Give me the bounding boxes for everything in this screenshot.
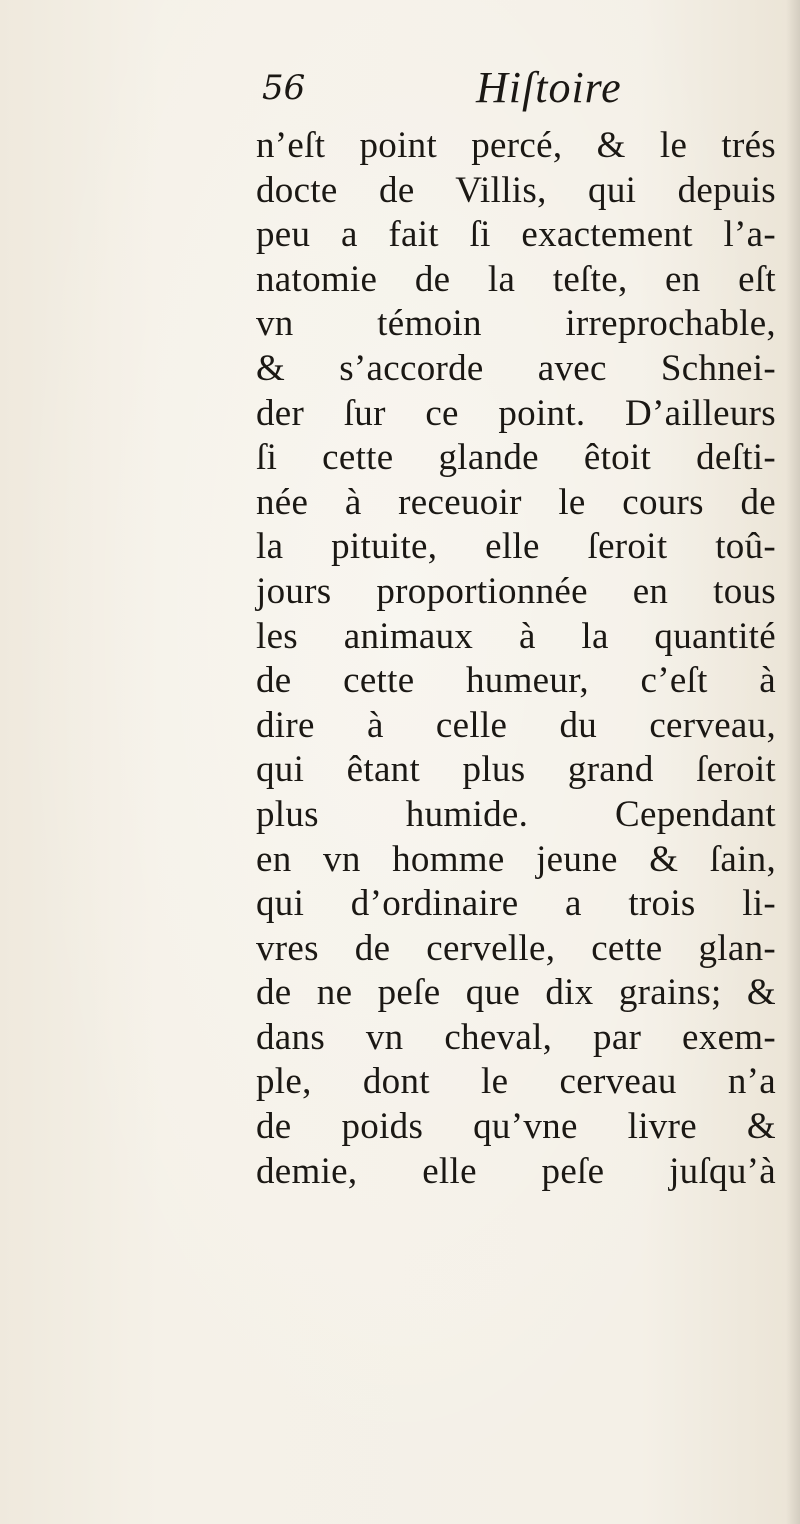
text-line: natomie de la teſte, en eſt (256, 258, 776, 300)
text-line: plus humide. Cependant (256, 793, 776, 835)
text-line: peu a fait ſi exactement l’a- (256, 214, 776, 256)
text-line: der ſur ce point. D’ailleurs (256, 392, 776, 434)
text-line: née à receuoir le cours de (256, 481, 776, 523)
page-edge-shadow (786, 0, 800, 1524)
text-line: les animaux à la quantité (256, 615, 776, 657)
text-line: dire à celle du cerveau, (256, 704, 776, 746)
text-line: n’eſt point percé, & le trés (256, 125, 776, 166)
page-header (262, 62, 662, 122)
text-line: demie, elle peſe juſqu’à (256, 1150, 776, 1192)
text-line: vn témoin irreprochable, (256, 303, 776, 345)
text-line: qui d’ordinaire a trois li- (256, 883, 776, 925)
text-line: dans vn cheval, par exem- (256, 1016, 776, 1058)
text-line: vres de cervelle, cette glan- (256, 927, 776, 969)
text-line: jours proportionnée en tous (256, 570, 776, 612)
text-line: de poids qu’vne livre & (256, 1106, 776, 1148)
page-number: 56 (262, 68, 306, 108)
text-line: ſi cette glande êtoit deſti- (256, 437, 776, 479)
text-line: qui êtant plus grand ſeroit (256, 749, 776, 791)
text-line: docte de Villis, qui depuis (256, 169, 776, 211)
text-line: en vn homme jeune & ſain, (256, 838, 776, 880)
text-line: ple, dont le cerveau n’a (256, 1061, 776, 1103)
text-line: de ne peſe que dix grains; & (256, 972, 776, 1014)
text-line: la pituite, elle ſeroit toû- (256, 526, 776, 568)
text-line: de cette humeur, c’eſt à (256, 660, 776, 702)
running-title: Hiſtoire (476, 63, 622, 112)
body-text (256, 124, 776, 1194)
text-line: & s’accorde avec Schnei- (256, 347, 776, 389)
